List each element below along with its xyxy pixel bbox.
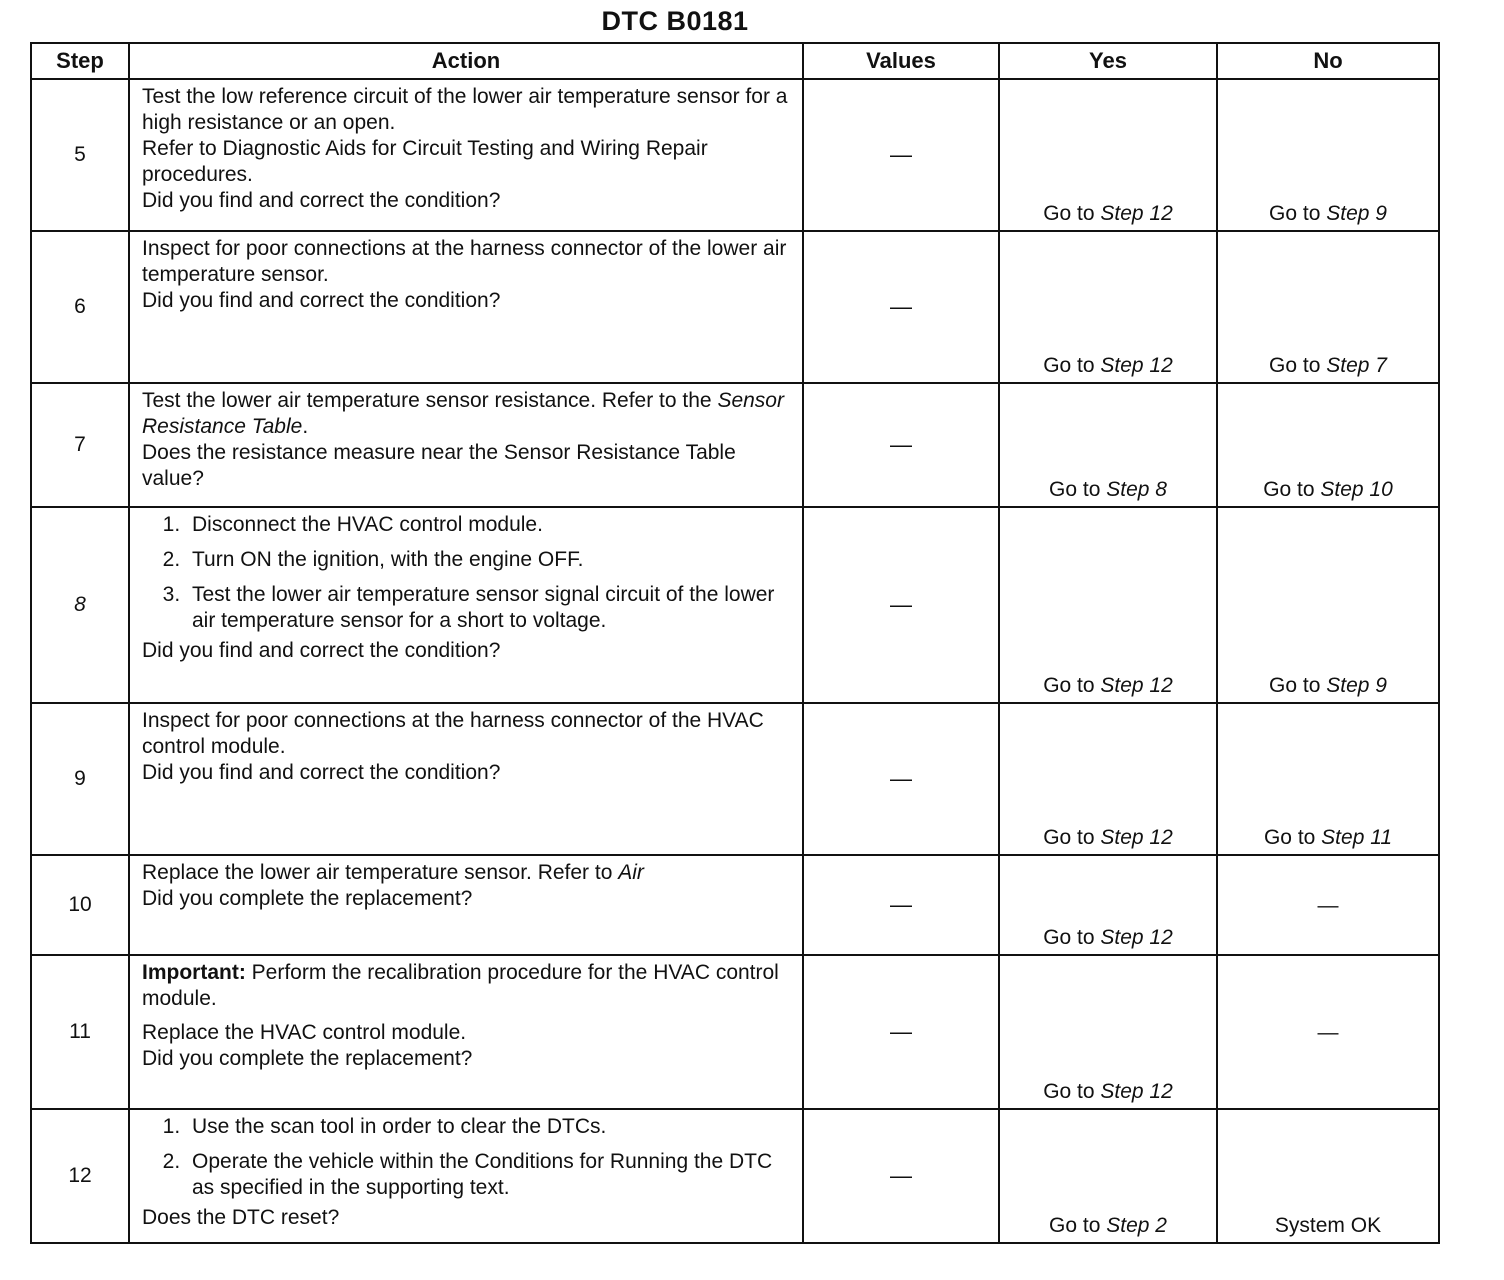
action-question: Does the resistance measure near the Sensor Resistance Table value?: [142, 441, 736, 490]
values-cell: —: [803, 231, 999, 383]
action-cell: [129, 703, 803, 855]
step-link: Step 12: [1100, 1080, 1173, 1103]
table-row: [31, 507, 1439, 703]
yes-cell: [999, 703, 1217, 855]
goto-label: Go to: [1049, 1214, 1107, 1237]
list-item: 2. Turn ON the ignition, with the engine OFF.: [186, 547, 792, 573]
step-number: 6: [31, 231, 129, 383]
yes-cell: [999, 507, 1217, 703]
list-item: 3. Test the lower air temperature sensor signal circuit of the lower air temperature sensor for a short to voltage.: [186, 582, 792, 634]
action-question: Does the DTC reset?: [142, 1206, 340, 1229]
goto-label: Go to: [1269, 202, 1327, 225]
list-item: 1. Use the scan tool in order to clear the DTCs.: [186, 1114, 792, 1140]
action-question: Did you complete the replacement?: [142, 887, 473, 910]
action-cell: [129, 1109, 803, 1243]
no-cell: System OK: [1217, 1109, 1439, 1243]
yes-cell: [999, 383, 1217, 507]
values-cell: —: [803, 955, 999, 1109]
step-link: Step 9: [1326, 202, 1387, 225]
header-step: Step: [31, 43, 129, 79]
goto-label: Go to: [1269, 674, 1327, 697]
values-cell: —: [803, 855, 999, 955]
goto-label: Go to: [1263, 478, 1321, 501]
action-text: Inspect for poor connections at the harness connector of the HVAC control module.: [142, 709, 764, 758]
table-row: [31, 383, 1439, 507]
action-question: Did you find and correct the condition?: [142, 761, 501, 784]
no-cell: —: [1217, 855, 1439, 955]
step-link: Step 9: [1326, 674, 1387, 697]
table-row: [31, 955, 1439, 1109]
step-number: 12: [31, 1109, 129, 1243]
step-link: Step 12: [1100, 926, 1173, 949]
action-cell: [129, 955, 803, 1109]
yes-cell: [999, 955, 1217, 1109]
values-cell: —: [803, 507, 999, 703]
action-question: Did you find and correct the condition?: [142, 639, 501, 662]
header-yes: Yes: [999, 43, 1217, 79]
no-cell: [1217, 383, 1439, 507]
no-cell: [1217, 231, 1439, 383]
action-text: Replace the HVAC control module.: [142, 1021, 467, 1044]
step-link: Step 12: [1100, 354, 1173, 377]
values-cell: —: [803, 383, 999, 507]
goto-label: Go to: [1049, 478, 1107, 501]
step-number: 5: [31, 79, 129, 231]
table-row: [31, 79, 1439, 231]
yes-cell: [999, 231, 1217, 383]
step-link: Step 7: [1326, 354, 1387, 377]
step-link: Step 8: [1106, 478, 1167, 501]
values-cell: —: [803, 79, 999, 231]
step-link: Step 12: [1100, 202, 1173, 225]
action-text: Test the low reference circuit of the lower air temperature sensor for a high resistance or an open.: [142, 85, 788, 134]
action-question: Did you complete the replacement?: [142, 1047, 473, 1070]
header-row: [31, 43, 1439, 79]
no-cell: —: [1217, 955, 1439, 1109]
header-action: Action: [129, 43, 803, 79]
action-text: Inspect for poor connections at the harness connector of the lower air temperature sensor.: [142, 237, 787, 286]
goto-label: Go to: [1043, 674, 1101, 697]
values-cell: —: [803, 1109, 999, 1243]
action-cell: [129, 383, 803, 507]
goto-label: Go to: [1263, 826, 1322, 849]
action-text: Refer to Diagnostic Aids for Circuit Testing and Wiring Repair procedures.: [142, 137, 708, 186]
list-item: 1. Disconnect the HVAC control module.: [186, 512, 792, 538]
no-cell: [1217, 79, 1439, 231]
no-cell: [1217, 703, 1439, 855]
goto-label: Go to: [1043, 826, 1101, 849]
goto-label: Go to: [1043, 202, 1101, 225]
important-note: Important: Perform the recalibration procedure for the HVAC control module.: [142, 961, 779, 1010]
goto-label: Go to: [1043, 354, 1101, 377]
step-number: 8: [31, 507, 129, 703]
step-number: 11: [31, 955, 129, 1109]
no-cell: [1217, 507, 1439, 703]
page-title: DTC B0181: [601, 6, 749, 36]
table-row: [31, 855, 1439, 955]
action-cell: [129, 507, 803, 703]
step-number: 10: [31, 855, 129, 955]
action-question: Did you find and correct the condition?: [142, 289, 501, 312]
action-question: Did you find and correct the condition?: [142, 189, 501, 212]
action-text: Replace the lower air temperature sensor. Refer to Air: [142, 861, 644, 884]
yes-cell: [999, 855, 1217, 955]
action-cell: [129, 855, 803, 955]
values-cell: —: [803, 703, 999, 855]
step-link: Step 2: [1106, 1214, 1167, 1237]
action-list: [142, 512, 792, 638]
step-link: Step 11: [1321, 826, 1393, 849]
goto-label: Go to: [1269, 354, 1327, 377]
step-link: Step 12: [1100, 826, 1173, 849]
action-list: [142, 1114, 792, 1205]
action-cell: [129, 79, 803, 231]
step-number: 7: [31, 383, 129, 507]
header-values: Values: [803, 43, 999, 79]
action-text: Test the lower air temperature sensor resistance. Refer to the Sensor Resistance Table.: [142, 389, 784, 438]
list-item: 2. Operate the vehicle within the Conditions for Running the DTC as specified in the supporting text.: [186, 1149, 792, 1201]
goto-label: Go to: [1043, 926, 1101, 949]
yes-cell: [999, 1109, 1217, 1243]
action-cell: [129, 231, 803, 383]
step-number: 9: [31, 703, 129, 855]
yes-cell: [999, 79, 1217, 231]
goto-label: Go to: [1043, 1080, 1101, 1103]
table-row: [31, 1109, 1439, 1243]
header-no: No: [1217, 43, 1439, 79]
table-row: [31, 231, 1439, 383]
step-link: Step 12: [1100, 674, 1173, 697]
step-link: Step 10: [1320, 478, 1393, 501]
table-row: [31, 703, 1439, 855]
dtc-table: [30, 42, 1440, 1244]
